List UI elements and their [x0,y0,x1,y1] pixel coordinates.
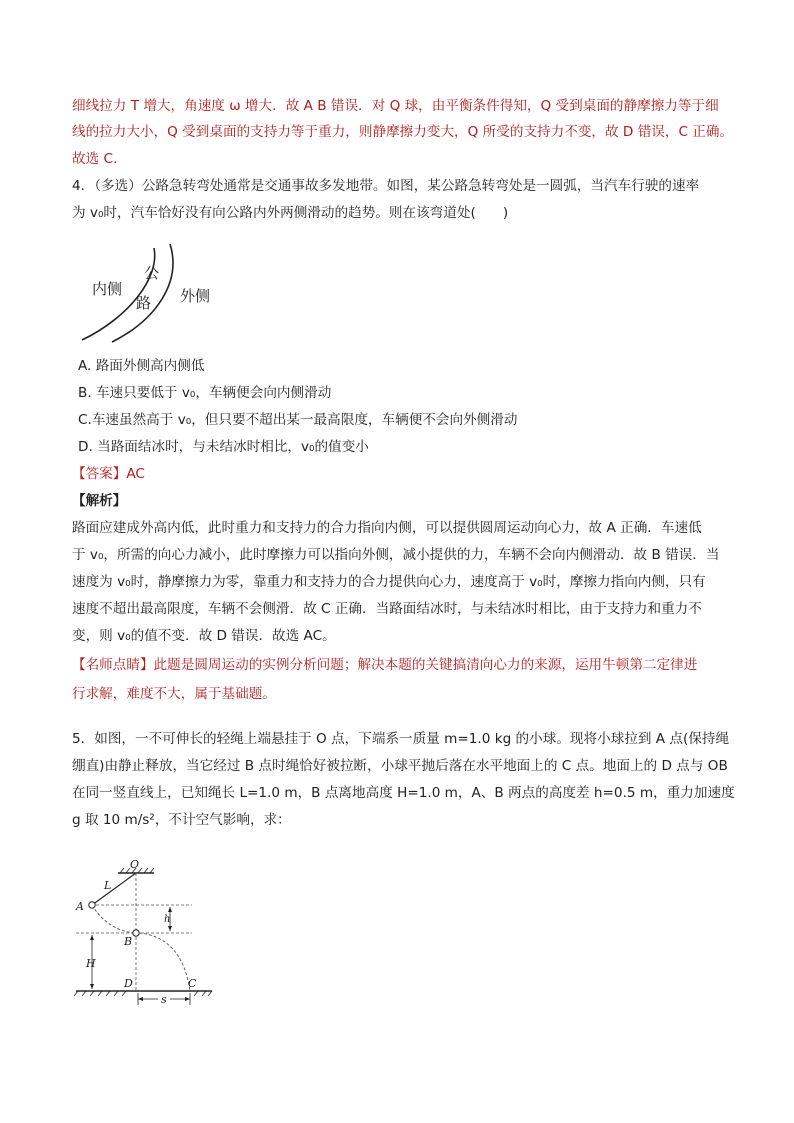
q4-tip-line-1: 【名师点睛】此题是圆周运动的实例分析问题；解决本题的关键搞清向心力的来源，运用牛顿第二定律进 [72,657,698,673]
q4-tip-line-2: 行求解，难度不大，属于基础题。 [72,686,276,702]
q4-option-a: A. 路面外侧高内侧低 [78,358,205,374]
ball-a [89,902,95,908]
swing-arc [92,905,136,933]
label-o: O [130,858,140,871]
q4-analysis-line-2: 于 v₀，所需的向心力减小，此时摩擦力可以指向外侧，减小提供的力，车辆不会向内侧滑动．故 B 错误．当 [72,547,720,563]
label-road-1: 公 [144,264,160,282]
q4-analysis-line-4: 速度不超出最高限度，车辆不会侧滑．故 C 正确．当路面结冰时，与未结冰时相比，由于支持力和重力不 [72,601,702,617]
q4-stem-line-2: 为 v₀时，汽车恰好没有向公路内外两侧滑动的趋势。则在该弯道处( ) [72,205,509,221]
q4-option-b: B. 车速只要低于 v₀，车辆便会向内侧滑动 [78,385,332,401]
q4-road-figure [78,238,238,346]
q4-option-c: C.车速虽然高于 v₀，但只要不超出某一最高限度，车辆便不会向外侧滑动 [78,412,518,428]
string-oa [92,873,136,905]
ball-b [133,930,139,936]
q4-analysis-line-5: 变，则 v₀的值不变．故 D 错误．故选 AC。 [72,628,336,644]
q5-stem-line-1: 5．如图，一不可伸长的轻绳上端悬挂于 O 点，下端系一质量 m=1.0 kg 的小球。现将小球拉到 A 点(保持绳 [72,731,730,747]
label-a: A [76,900,84,913]
label-big-h: H [86,957,96,970]
q4-analysis-line-1: 路面应建成外高内低，此时重力和支持力的合力指向内侧，可以提供圆周运动向心力，故 A 正确．车速低 [72,520,702,536]
prev-solution-line-2: 线的拉力大小，Q 受到桌面的支持力等于重力，则静摩擦力变大，Q 所受的支持力不变，故 D 错误，C 正确。 [72,124,734,140]
projectile-path [139,933,190,991]
q5-pendulum-figure [72,857,222,1007]
q4-analysis-line-3: 速度为 v₀时，静摩擦力为零，靠重力和支持力的合力提供向心力，速度高于 v₀时，摩擦力指向内侧，只有 [72,574,706,590]
q5-stem-line-2: 绷直)由静止释放，当它经过 B 点时绳恰好被拉断，小球平抛后落在水平地面上的 C 点。地面上的 D 点与 OB [72,758,728,774]
label-outer-side: 外侧 [180,287,211,305]
prev-solution-line-3: 故选 C. [72,151,118,167]
prev-solution-line-1: 细线拉力 T 增大，角速度 ω 增大．故 A B 错误．对 Q 球，由平衡条件得知，Q 受到桌面的静摩擦力等于细 [72,98,719,114]
label-l: L [104,879,112,892]
label-d: D [124,977,133,990]
label-s: s [161,993,167,1006]
label-road-2: 路 [136,294,152,312]
q5-stem-line-3: 在同一竖直线上，已知绳长 L=1.0 m，B 点离地高度 H=1.0 m，A、B 两点的高度差 h=0.5 m，重力加速度 [72,785,735,801]
label-b: B [124,935,133,948]
label-h: h [164,914,171,925]
label-inner-side: 内侧 [92,280,123,298]
q4-analysis-heading: 【解析】 [72,493,127,509]
q4-option-d: D. 当路面结冰时，与未结冰时相比，v₀的值变小 [78,439,369,455]
q4-stem-line-1: 4．（多选）公路急转弯处通常是交通事故多发地带。如图，某公路急转弯处是一圆弧，当汽车行驶的速率 [72,178,700,194]
label-c: C [188,977,197,990]
q5-stem-line-4: g 取 10 m/s²，不计空气影响，求： [72,812,291,828]
q4-answer: 【答案】AC [72,466,145,482]
